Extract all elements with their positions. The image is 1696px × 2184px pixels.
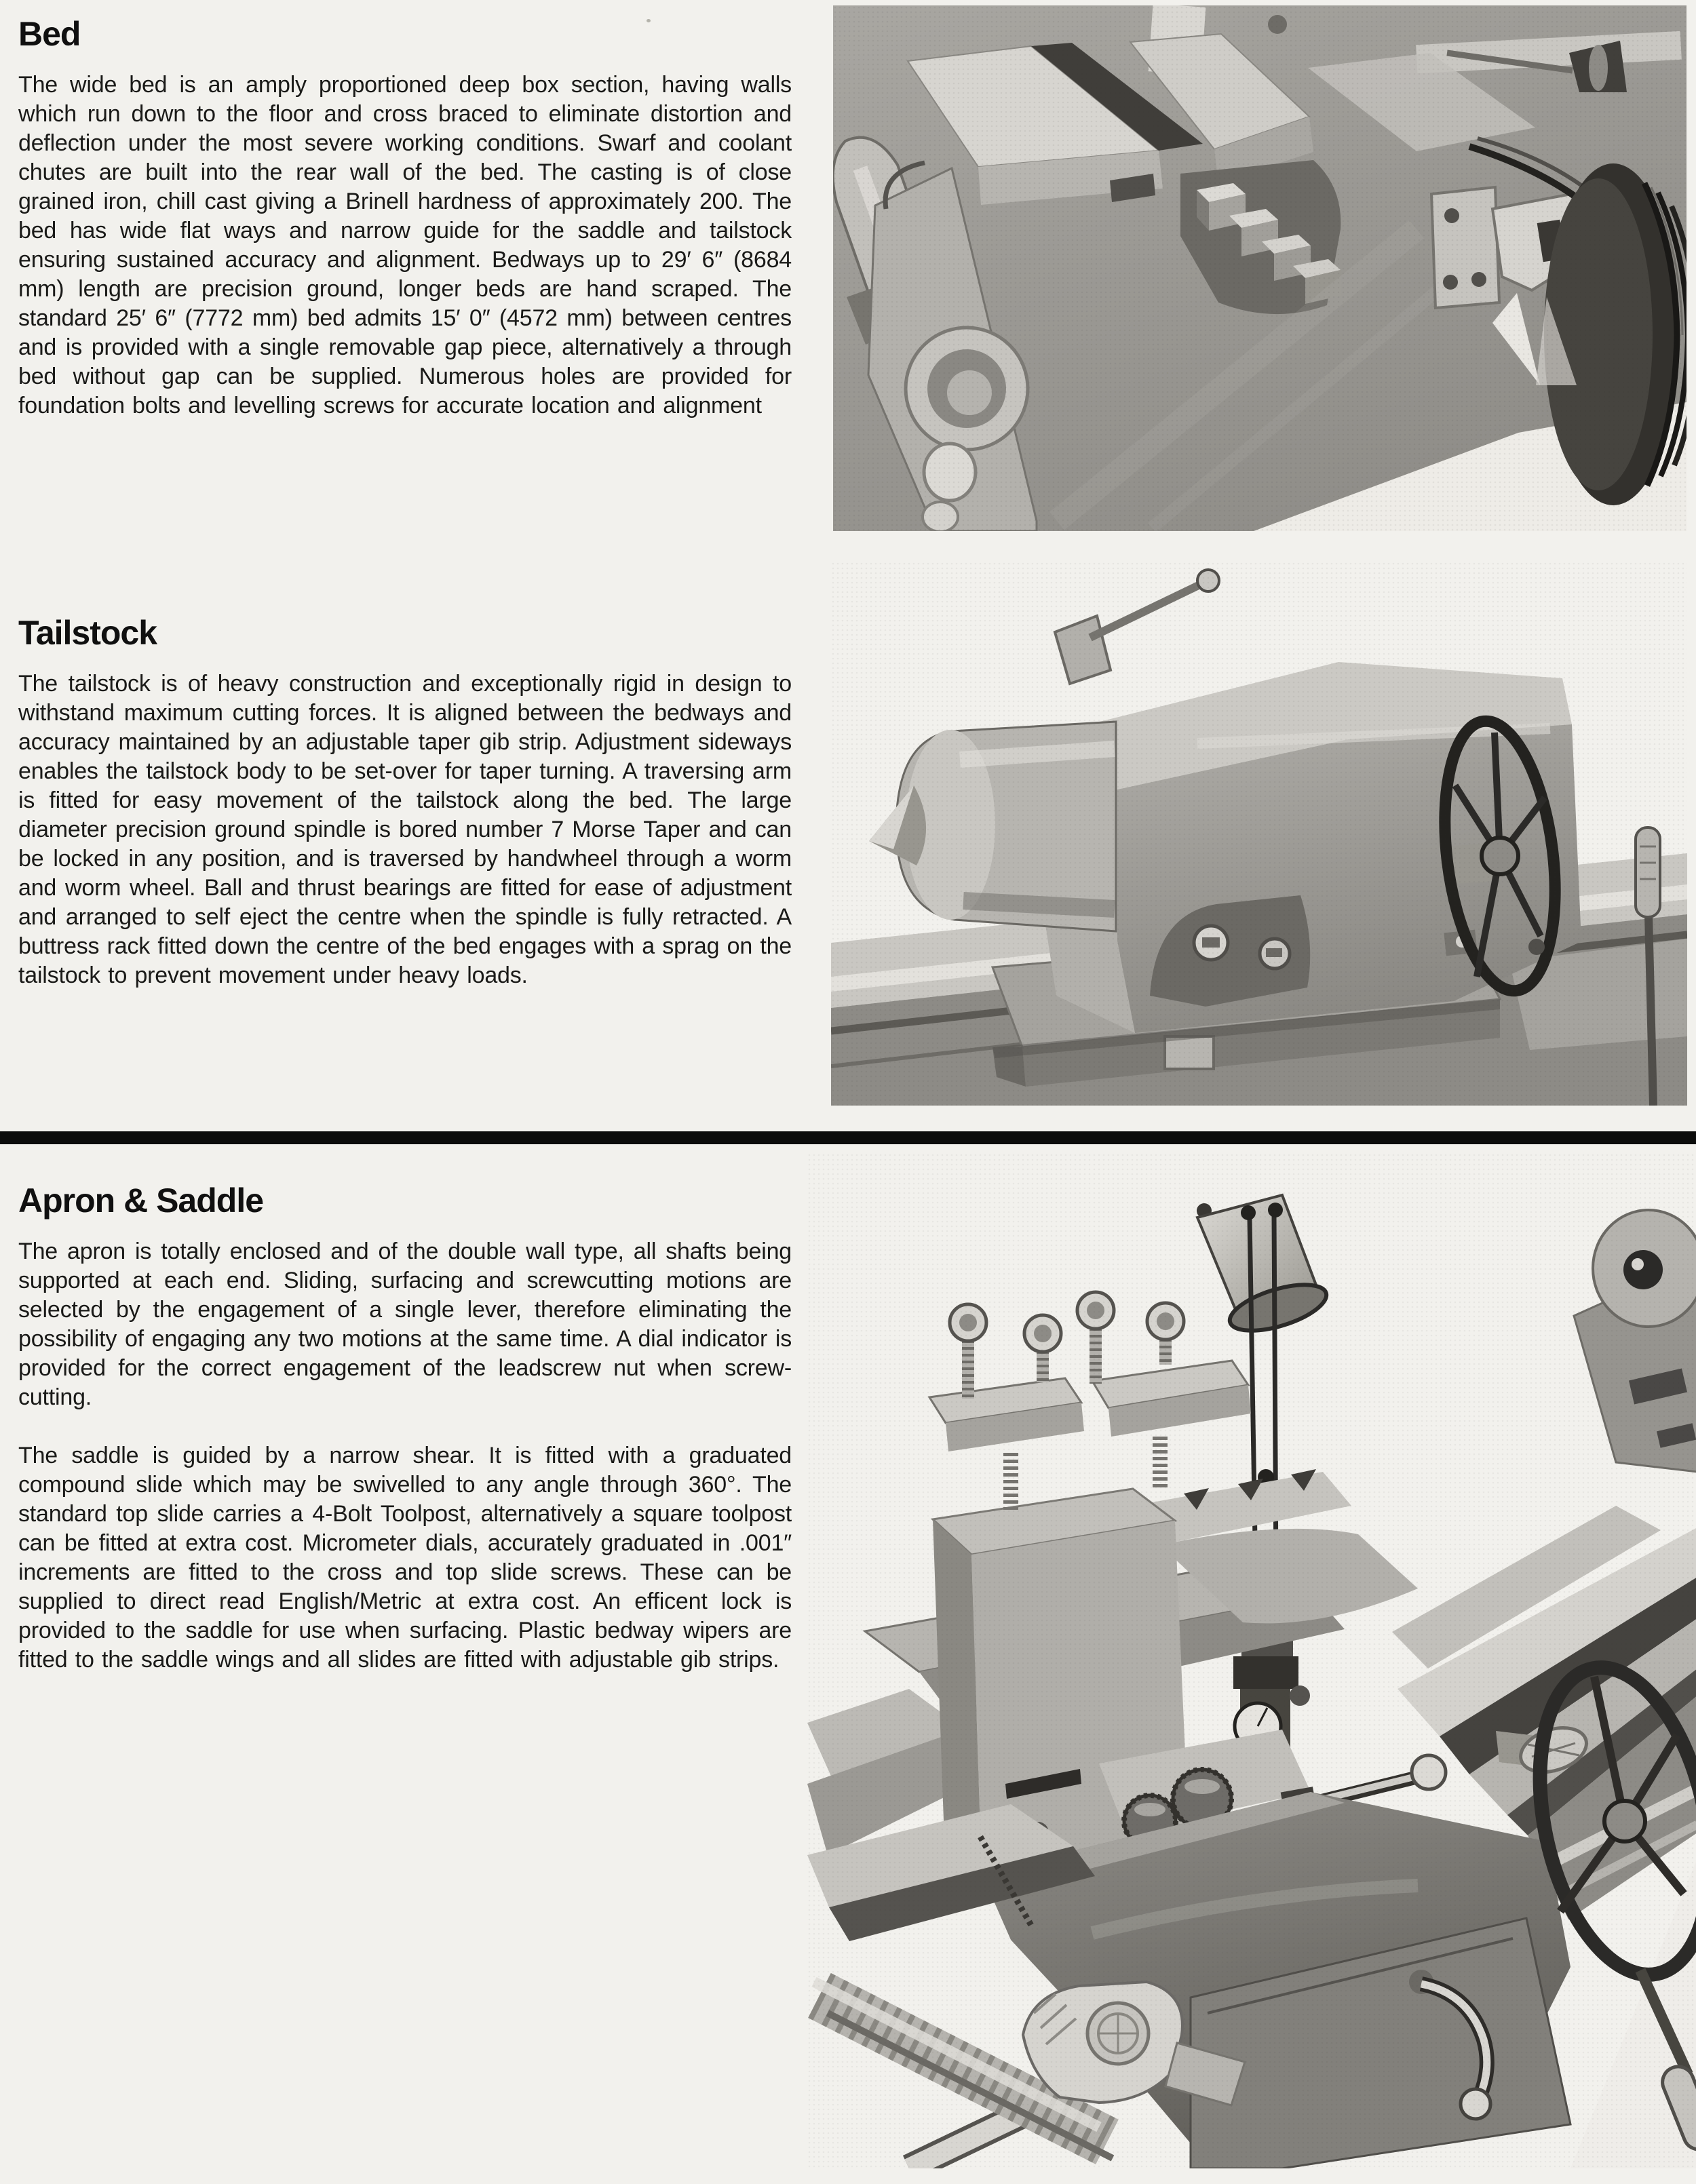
section-paragraph-saddle: The saddle is guided by a narrow shear. It is fitted with a graduated compound slide which may be swivelled to any angle through 360°. The standard top slide carries a 4-Bolt Toolpost, alternatively a square toolpost can be fitted at extra cost. Micrometer dials, accurately graduated in .001″ increments are fitted to the cross and top slide screws. These can be supplied to direct read English/Metric at extra cost. An efficent lock is provided to the saddle for use when surfacing. Plastic bedway wipers are fitted to the saddle wings and all slides are fitted with adjustable gib strips. (18, 1443, 792, 1673)
section-paragraph-apron: The apron is totally enclosed and of the double wall type, all shafts being supported at each end. Sliding, surfacing and screwcutting motions are selected by the engagement of a single lever, therefore eliminating the possibility of engaging any two motions at the same time. A dial indicator is provided for the correct engagement of the leadscrew nut when screw-cutting. (18, 1239, 792, 1410)
tailstock-photo-illustration (831, 562, 1687, 1106)
halftone-texture (831, 562, 1687, 1106)
bed-photo-illustration (833, 5, 1687, 531)
section-divider-rule (0, 1131, 1696, 1144)
halftone-texture (833, 5, 1687, 531)
section-apron-saddle (18, 1182, 792, 1675)
bed-photo (833, 5, 1687, 531)
halftone-texture (807, 1153, 1696, 2168)
section-heading-bed: Bed (18, 15, 81, 53)
section-paragraph-bed: The wide bed is an amply proportioned deep box section, having walls which run down to the floor and cross braced to eliminate distortion and deflection under the most severe working conditions. Swarf and coolant chutes are built into the rear wall of the bed. The casting is of close grained iron, chill cast giving a Brinell hardness of approximately 200. The bed has wide flat ways and narrow guide for the saddle and tailstock ensuring sustained accuracy and alignment. Bedways up to 29′ 6″ (8684 mm) length are precision ground, longer beds are hand scraped. The standard 25′ 6″ (7772 mm) bed admits 15′ 0″ (4572 mm) between centres and is provided with a single removable gap piece, alternatively a through bed without gap can be supplied. Numerous holes are provided for foundation bolts and levelling screws for accurate location and alignment (18, 72, 792, 418)
section-tailstock (18, 614, 792, 990)
section-heading-apron-saddle: Apron & Saddle (18, 1182, 264, 1220)
section-heading-tailstock: Tailstock (18, 614, 157, 652)
section-paragraph-tailstock: The tailstock is of heavy construction and exceptionally rigid in design to withstand maximum cutting forces. It is aligned between the bedways and accuracy maintained by an adjustable taper gib strip. Adjustment sideways enables the tailstock body to be set-over for taper turning. A traversing arm is fitted for easy movement of the tailstock along the bed. The large diameter precision ground spindle is bored number 7 Morse Taper and can be locked in any position, and is traversed by handwheel through a worm and worm wheel. Ball and thrust bearings are fitted for ease of adjustment and arranged to self eject the centre when the spindle is fully retracted. A buttress rack fitted down the centre of the bed engages with a sprag on the tailstock to prevent movement under heavy loads. (18, 671, 792, 988)
tailstock-photo (831, 562, 1687, 1106)
apron-saddle-photo-illustration (807, 1153, 1696, 2168)
apron-saddle-photo (807, 1153, 1696, 2168)
section-bed (18, 15, 792, 421)
